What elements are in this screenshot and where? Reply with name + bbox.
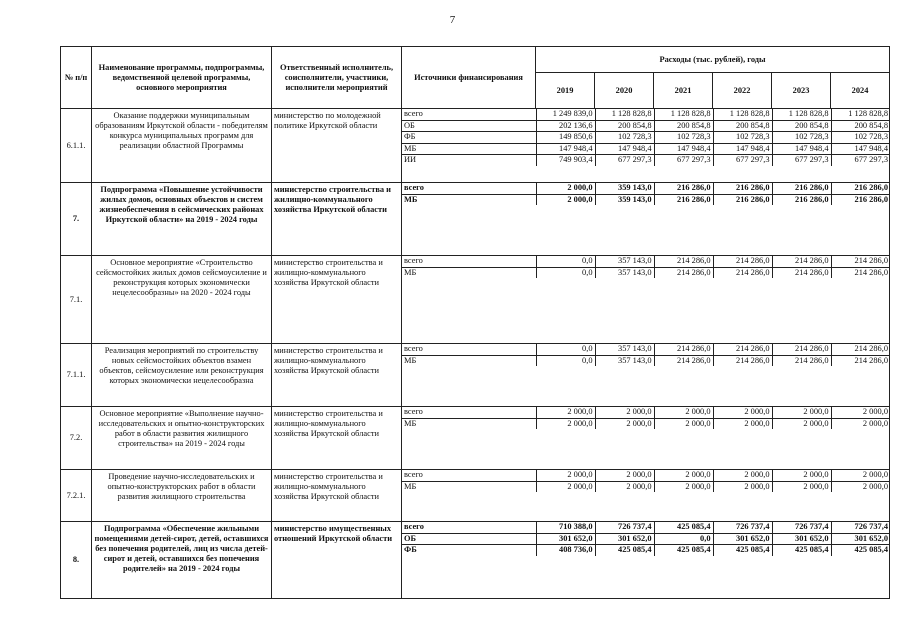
expense-value: 2 000,0 <box>831 407 890 418</box>
funding-row <box>402 256 890 267</box>
expense-value: 0,0 <box>536 256 595 267</box>
funding-block <box>402 522 890 599</box>
funding-source: МБ <box>402 143 536 155</box>
header-year-2020: 2020 <box>595 73 654 109</box>
expense-value: 214 286,0 <box>713 256 772 267</box>
responsible-executor: министерство имущественных отношений Иркутской области <box>272 522 402 599</box>
expense-value: 2 000,0 <box>536 407 595 418</box>
expense-value: 425 085,4 <box>654 545 713 556</box>
expense-value: 425 085,4 <box>831 545 890 556</box>
expense-value: 214 286,0 <box>772 355 831 366</box>
expense-value: 359 143,0 <box>595 194 654 205</box>
header-year-2024: 2024 <box>831 73 890 109</box>
expense-value: 2 000,0 <box>831 481 890 492</box>
table-row <box>61 407 890 470</box>
funding-source: ОБ <box>402 120 536 132</box>
expense-value: 2 000,0 <box>595 481 654 492</box>
expense-value: 2 000,0 <box>654 407 713 418</box>
expense-value: 710 388,0 <box>536 522 595 533</box>
expense-value: 216 286,0 <box>654 183 713 194</box>
expense-value: 147 948,4 <box>713 143 772 155</box>
responsible-executor: министерство по молодежной политике Иркутской области <box>272 109 402 183</box>
expense-value: 147 948,4 <box>536 143 595 155</box>
funding-source: всего <box>402 522 536 533</box>
funding-source: МБ <box>404 267 417 277</box>
header-year-2022: 2022 <box>713 73 772 109</box>
program-name: Основное мероприятие «Выполнение научно-исследовательских и опытно-конструкторских работ в области развития жилищного строительства» на 2019 - 2024 годы <box>92 407 272 470</box>
program-name: Реализация мероприятий по строительству новых сейсмостойких объектов взамен объектов, сейсмоусиление или реконструкция которых экономически нецелесообразна <box>92 344 272 407</box>
program-name: Оказание поддержки муниципальным образованиям Иркутской области - победителям конкурса муниципальных программ для реализации областной Программы <box>92 109 272 183</box>
expense-value: 0,0 <box>536 267 595 278</box>
expense-value: 425 085,4 <box>654 522 713 533</box>
funding-row <box>402 120 890 132</box>
expense-value: 2 000,0 <box>654 418 713 429</box>
funding-source: всего <box>402 470 536 481</box>
expense-value: 2 000,0 <box>772 407 831 418</box>
row-number: 7.2.1. <box>61 470 92 522</box>
expense-value: 2 000,0 <box>772 470 831 481</box>
row-number: 7. <box>61 183 92 256</box>
expense-value: 425 085,4 <box>713 545 772 556</box>
header-year-2023: 2023 <box>772 73 831 109</box>
funding-row <box>402 344 890 355</box>
expense-value: 102 728,3 <box>713 132 772 144</box>
expense-value: 214 286,0 <box>713 267 772 278</box>
expense-value: 1 128 828,8 <box>595 109 654 120</box>
funding-row <box>402 355 890 366</box>
expense-value: 301 652,0 <box>536 533 595 545</box>
expense-value: 2 000,0 <box>713 481 772 492</box>
expense-value: 425 085,4 <box>595 545 654 556</box>
program-name: Подпрограмма «Обеспечение жильными помещениями детей-сирот, детей, оставшихся без попечения родителей, лиц из числа детей-сирот и детей, оставшихся без попечения родителей» на 2019 - 2024 годы <box>92 522 272 599</box>
expense-value: 202 136,6 <box>536 120 595 132</box>
funding-source: МБ <box>404 481 417 491</box>
expense-value: 677 297,3 <box>595 155 654 166</box>
program-name: Основное мероприятие «Строительство сейсмостойких жилых домов сейсмоусиление и реконструкция которых экономически нецелесообразны» на 2020 - 2024 годы <box>92 256 272 344</box>
funding-source: ИИ <box>404 155 417 164</box>
expense-value: 677 297,3 <box>772 155 831 166</box>
expense-value: 214 286,0 <box>713 344 772 355</box>
header-responsible: Ответственный исполнитель, соисполнители, участники, исполнители мероприятий <box>272 47 402 109</box>
funding-row <box>402 407 890 418</box>
expense-value: 147 948,4 <box>654 143 713 155</box>
funding-source: всего <box>402 344 536 355</box>
expense-value: 214 286,0 <box>772 344 831 355</box>
expense-value: 357 143,0 <box>595 256 654 267</box>
expense-value: 2 000,0 <box>772 481 831 492</box>
expense-value: 2 000,0 <box>713 470 772 481</box>
expense-value: 2 000,0 <box>536 418 595 429</box>
expense-value: 1 128 828,8 <box>831 109 890 120</box>
table-row <box>61 109 890 183</box>
expense-value: 216 286,0 <box>772 183 831 194</box>
expense-value: 2 000,0 <box>713 407 772 418</box>
expense-value: 200 854,8 <box>831 120 890 132</box>
expense-value: 214 286,0 <box>831 344 890 355</box>
expense-value: 726 737,4 <box>713 522 772 533</box>
row-number: 7.2. <box>61 407 92 470</box>
funding-source: ФБ <box>402 132 536 144</box>
expense-value: 216 286,0 <box>713 183 772 194</box>
expense-value: 200 854,8 <box>595 120 654 132</box>
header-num: № п/п <box>61 47 92 109</box>
funding-block <box>402 109 890 183</box>
program-name: Подпрограмма «Повышение устойчивости жилых домов, основных объектов и систем жизнеобеспечения в сейсмических районах Иркутской области» на 2019 - 2024 годы <box>92 183 272 256</box>
funding-row <box>402 545 890 556</box>
expense-value: 2 000,0 <box>595 418 654 429</box>
header-expenses: Расходы (тыс. рублей), годы <box>536 47 890 73</box>
funding-block <box>402 183 890 256</box>
expense-value: 102 728,3 <box>831 132 890 144</box>
expense-value: 214 286,0 <box>772 256 831 267</box>
header-year-2019: 2019 <box>536 73 595 109</box>
expense-value: 726 737,4 <box>772 522 831 533</box>
expense-value: 216 286,0 <box>654 194 713 205</box>
funding-block <box>402 344 890 407</box>
expense-value: 214 286,0 <box>654 344 713 355</box>
expense-value: 301 652,0 <box>595 533 654 545</box>
expense-value: 147 948,4 <box>595 143 654 155</box>
funding-block <box>402 407 890 470</box>
expense-value: 0,0 <box>536 344 595 355</box>
header-year-2021: 2021 <box>654 73 713 109</box>
funding-row <box>402 418 890 429</box>
funding-row <box>402 132 890 144</box>
expense-value: 1 128 828,8 <box>713 109 772 120</box>
expense-value: 2 000,0 <box>595 470 654 481</box>
expense-value: 677 297,3 <box>654 155 713 166</box>
expense-value: 216 286,0 <box>713 194 772 205</box>
table-row <box>61 522 890 599</box>
expense-value: 2 000,0 <box>595 407 654 418</box>
row-number: 7.1.1. <box>61 344 92 407</box>
row-number: 6.1.1. <box>61 109 92 183</box>
funding-source: всего <box>402 256 536 267</box>
funding-row <box>402 155 890 166</box>
expense-value: 2 000,0 <box>713 418 772 429</box>
expense-value: 726 737,4 <box>595 522 654 533</box>
expense-value: 216 286,0 <box>831 194 890 205</box>
expense-value: 2 000,0 <box>772 418 831 429</box>
expense-value: 425 085,4 <box>772 545 831 556</box>
expense-value: 2 000,0 <box>536 183 595 194</box>
expense-value: 200 854,8 <box>713 120 772 132</box>
expense-value: 1 128 828,8 <box>772 109 831 120</box>
expenses-table <box>60 46 890 599</box>
expense-value: 301 652,0 <box>713 533 772 545</box>
expense-value: 102 728,3 <box>654 132 713 144</box>
expense-value: 359 143,0 <box>595 183 654 194</box>
expense-value: 2 000,0 <box>536 481 595 492</box>
header-name: Наименование программы, подпрограммы, ведомственной целевой программы, основного мероприятия <box>92 47 272 109</box>
row-number: 7.1. <box>61 256 92 344</box>
expense-value: 216 286,0 <box>831 183 890 194</box>
funding-row <box>402 194 890 205</box>
expense-value: 214 286,0 <box>831 256 890 267</box>
funding-source: всего <box>402 407 536 418</box>
funding-source: ОБ <box>402 533 536 545</box>
expense-value: 301 652,0 <box>831 533 890 545</box>
expense-value: 214 286,0 <box>713 355 772 366</box>
responsible-executor: министерство строительства и жилищно-коммунального хозяйства Иркутской области <box>272 256 402 344</box>
expense-value: 216 286,0 <box>772 194 831 205</box>
funding-row <box>402 481 890 492</box>
expense-value: 149 850,6 <box>536 132 595 144</box>
table-row <box>61 256 890 344</box>
expense-value: 147 948,4 <box>831 143 890 155</box>
expense-value: 0,0 <box>536 355 595 366</box>
expense-value: 200 854,8 <box>654 120 713 132</box>
funding-row <box>402 470 890 481</box>
expense-value: 1 128 828,8 <box>654 109 713 120</box>
funding-row <box>402 522 890 533</box>
expense-value: 2 000,0 <box>654 481 713 492</box>
responsible-executor: министерство строительства и жилищно-коммунального хозяйства Иркутской области <box>272 407 402 470</box>
funding-source: всего <box>402 109 536 120</box>
expense-value: 677 297,3 <box>713 155 772 166</box>
expense-value: 357 143,0 <box>595 344 654 355</box>
expense-value: 102 728,3 <box>772 132 831 144</box>
expense-value: 200 854,8 <box>772 120 831 132</box>
expense-value: 214 286,0 <box>654 355 713 366</box>
page-number: 7 <box>449 14 456 26</box>
table-row <box>61 344 890 407</box>
program-name: Проведение научно-исследовательских и опытно-конструкторских работ в области развития жилищного строительства <box>92 470 272 522</box>
expense-value: 357 143,0 <box>595 267 654 278</box>
funding-row <box>402 267 890 278</box>
funding-row <box>402 533 890 545</box>
funding-block <box>402 256 890 344</box>
expense-value: 749 903,4 <box>536 155 595 166</box>
expense-value: 2 000,0 <box>654 470 713 481</box>
expense-value: 2 000,0 <box>831 470 890 481</box>
expense-value: 214 286,0 <box>831 355 890 366</box>
expense-value: 214 286,0 <box>831 267 890 278</box>
expense-value: 214 286,0 <box>772 267 831 278</box>
funding-source: ФБ <box>404 545 417 554</box>
funding-row <box>402 183 890 194</box>
expense-value: 214 286,0 <box>654 256 713 267</box>
responsible-executor: министерство строительства и жилищно-коммунального хозяйства Иркутской области <box>272 183 402 256</box>
funding-source: МБ <box>404 418 417 428</box>
funding-block <box>402 470 890 522</box>
responsible-executor: министерство строительства и жилищно-коммунального хозяйства Иркутской области <box>272 344 402 407</box>
funding-row <box>402 109 890 120</box>
expense-value: 357 143,0 <box>595 355 654 366</box>
expense-value: 301 652,0 <box>772 533 831 545</box>
header-sources: Источники финансирования <box>402 47 536 109</box>
row-number: 8. <box>61 522 92 599</box>
responsible-executor: министерство строительства и жилищно-коммунального хозяйства Иркутской области <box>272 470 402 522</box>
expense-value: 408 736,0 <box>536 545 595 556</box>
funding-source: МБ <box>404 194 418 204</box>
expense-value: 102 728,3 <box>595 132 654 144</box>
funding-row <box>402 143 890 155</box>
table-row <box>61 470 890 522</box>
expense-value: 147 948,4 <box>772 143 831 155</box>
funding-source: МБ <box>404 355 417 365</box>
expense-value: 2 000,0 <box>536 194 595 205</box>
funding-source: всего <box>402 183 536 194</box>
expense-value: 1 249 839,0 <box>536 109 595 120</box>
table-row <box>61 183 890 256</box>
expense-value: 0,0 <box>654 533 713 545</box>
expense-value: 726 737,4 <box>831 522 890 533</box>
expense-value: 214 286,0 <box>654 267 713 278</box>
expense-value: 677 297,3 <box>831 155 890 166</box>
expense-value: 2 000,0 <box>536 470 595 481</box>
expense-value: 2 000,0 <box>831 418 890 429</box>
